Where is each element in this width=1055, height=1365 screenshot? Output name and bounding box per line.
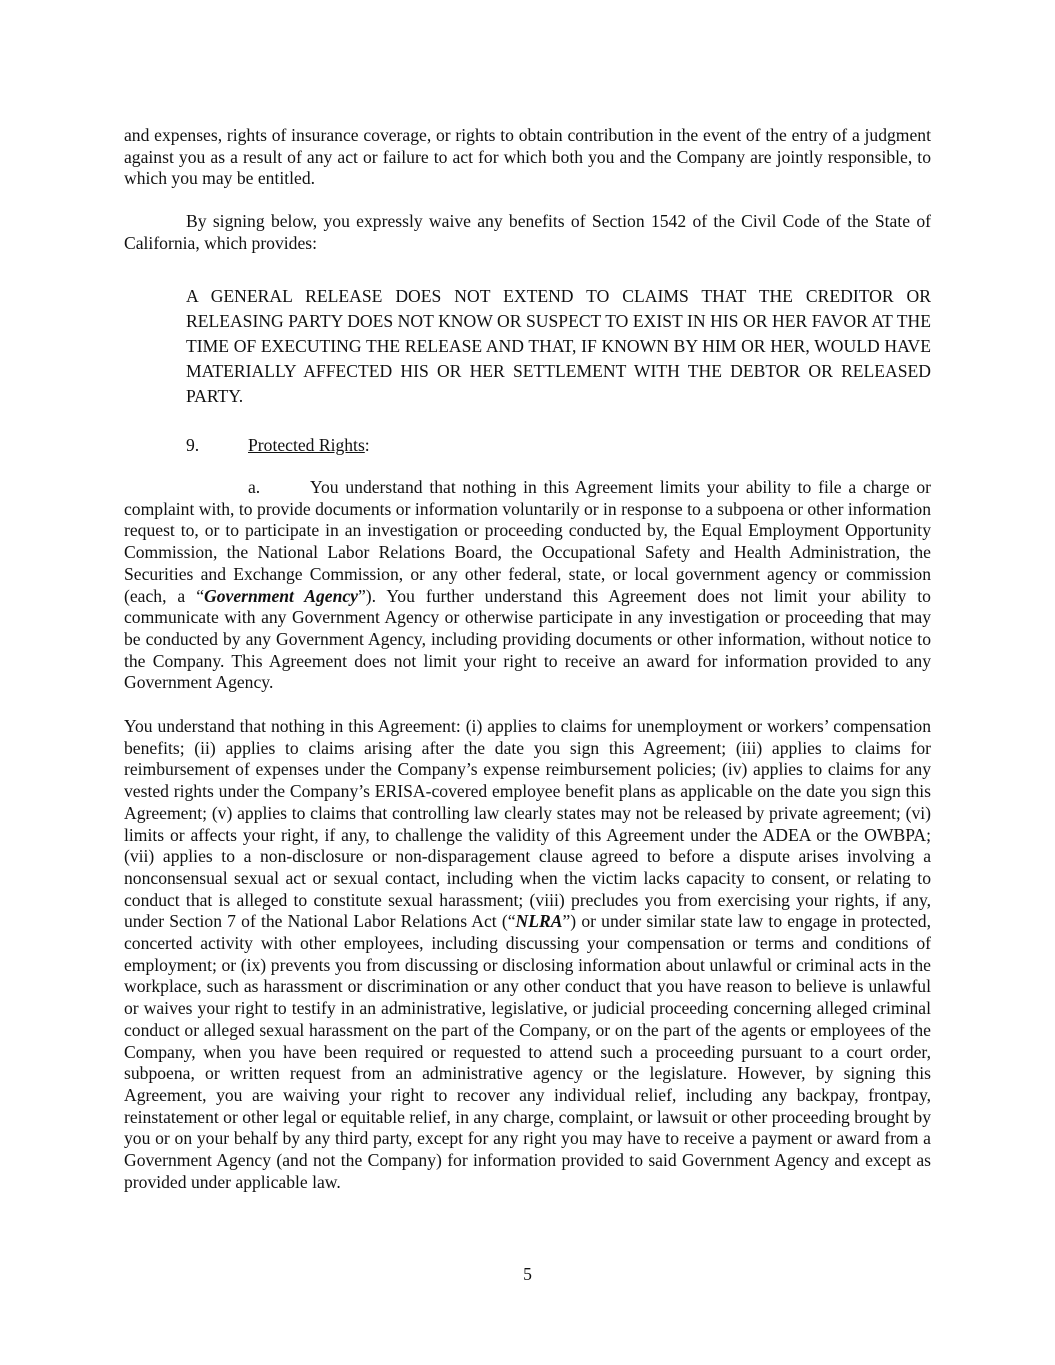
civil-code-quote: A GENERAL RELEASE DOES NOT EXTEND TO CLAIMS THAT THE CREDITOR OR RELEASING PARTY DOES NOT KNOW OR SUSPECT TO EXIST IN HIS OR HER FAVOR AT THE TIME OF EXECUTING THE RELEASE AND THAT, IF KNOWN BY HIM OR HER, WOULD HAVE MATERIALLY AFFECTED HIS OR HER SETTLEMENT WITH THE DEBTOR OR RELEASED PARTY. bbox=[186, 286, 931, 406]
defined-term-nlra: NLRA bbox=[515, 911, 563, 932]
section-title-colon: : bbox=[364, 435, 370, 455]
paragraph-section-1542-waiver: By signing below, you expressly waive any benefits of Section 1542 of the Civil Code of the State of California, which provides: bbox=[124, 211, 931, 253]
paragraph-continuation: and expenses, rights of insurance coverage, or rights to obtain contribution in the event of the entry of a judgment against you as a result of any act or failure to act for which both you and the Company are jointly responsible, to which you may be entitled. bbox=[124, 125, 931, 189]
defined-term-government-agency: Government Agency bbox=[204, 585, 358, 606]
subsection-label: a. bbox=[248, 477, 261, 497]
section-number: 9. bbox=[186, 435, 200, 455]
paragraph-9a bbox=[124, 477, 931, 694]
section-title: Protected Rights bbox=[248, 435, 365, 455]
paragraph-9a-text-end: ”). You further understand this Agreement does not limit your ability to communicate with any Government Agency or otherwise participate in any investigation or proceeding that may be conducted by any Government Agency, including providing documents or other information, without notice to the Company. This Agreement does not limit your right to receive an award for information provided to any Government Agency. bbox=[124, 585, 931, 693]
section-9-heading bbox=[186, 435, 370, 457]
paragraph-exceptions-text-end: ”) or under similar state law to engage in protected, concerted activity with other employees, including discussing your compensation or terms and conditions of employment; or (ix) prevents you from discussing or disclosing information about unlawful or criminal acts in the workplace, such as harassment or discrimination or any other conduct that you have reason to believe is unlawful or waives your right to testify in an administrative, legislative, or judicial proceeding concerning alleged criminal conduct or alleged sexual harassment on the part of the Company, or on the part of the agents or employees of the Company, when you have been required or requested to attend such a proceeding pursuant to a court order, subpoena, or written request from an administrative agency or the legislature. However, by signing this Agreement, you are waiving your right to recover any individual relief, including any backpay, frontpay, reinstatement or other legal or equitable relief, in any charge, complaint, or lawsuit or other proceeding brought by you or on your behalf by any third party, except for any right you may have to receive a payment or award from a Government Agency (and not the Company) for information provided to said Government Agency and except as provided under applicable law. bbox=[124, 911, 931, 1192]
paragraph-exceptions-text-start: You understand that nothing in this Agreement: (i) applies to claims for unemployment or workers’ compensation benefits; (ii) applies to claims arising after the date you sign this Agreement; (iii) applies to claims for reimbursement of expenses under the Company’s expense reimbursement policies; (iv) applies to claims for any vested rights under the Company’s ERISA-covered employee benefit plans as applicable on the date you sign this Agreement; (v) applies to claims that controlling law clearly states may not be released by private agreement; (vi) limits or affects your right, if any, to challenge the validity of this Agreement under the ADEA or the OWBPA; (vii) applies to a non-disclosure or non-disparagement clause agreed to before a dispute arises involving a nonconsensual sexual act or sexual contact, including when the victim lacks capacity to consent, or relating to conduct that is alleged to constitute sexual harassment; (viii) precludes you from exercising your rights, if any, under Section 7 of the National Labor Relations Act (“ bbox=[124, 716, 931, 932]
page-number: 5 bbox=[523, 1264, 532, 1284]
paragraph-9a-text-start: You understand that nothing in this Agreement limits your ability to file a charge or complaint with, to provide documents or information voluntarily or in response to a subpoena or other information request to, or to participate in an investigation or proceeding conducted by, the Equal Employment Opportunity Commission, the National Labor Relations Board, the Occupational Safety and Health Administration, the Securities and Exchange Commission, or any other federal, state, or local government agency or commission (each, a “ bbox=[124, 477, 931, 606]
paragraph-protected-exceptions bbox=[124, 716, 931, 1193]
